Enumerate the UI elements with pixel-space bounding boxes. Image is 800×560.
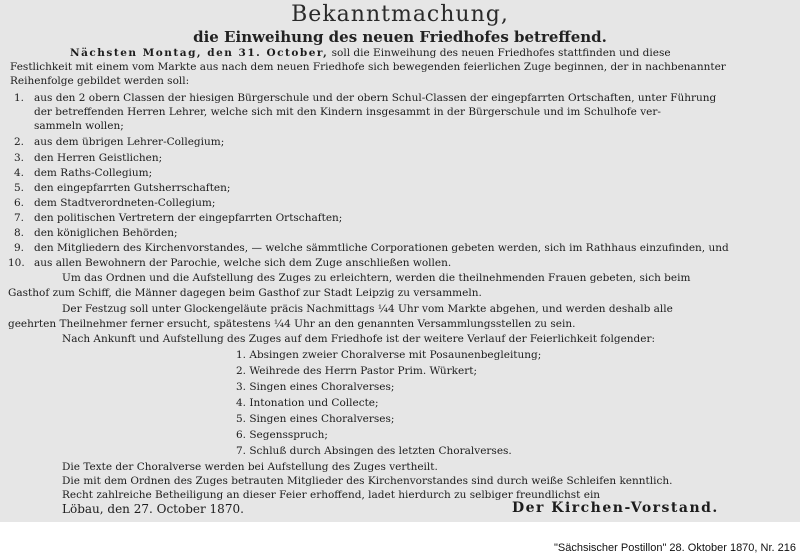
signature: Der Kirchen-Vorstand. <box>512 500 719 516</box>
assembly-line: Gasthof zum Schiff, die Männer dagegen beim Gasthof zur Stadt Leipzig zu versammeln. <box>8 287 482 299</box>
order-number: 10. <box>8 257 25 269</box>
order-item-line: aus dem übrigen Lehrer-Collegium; <box>34 136 225 148</box>
notice-title: Bekanntmachung, <box>291 2 509 27</box>
order-item-line: dem Stadtverordneten-Collegium; <box>34 197 216 209</box>
order-item-line: den Mitgliedern des Kirchenvorstandes, — welche sämmtliche Corporationen gebeten werden, sich im Rathhaus einzufinden, und <box>34 242 729 254</box>
order-item-line: der betreffenden Herren Lehrer, welche sich mit den Kindern insgesammt in der Bürgerschule und im Schulhofe ver- <box>34 106 661 118</box>
order-item-line: dem Raths-Collegium; <box>34 167 153 179</box>
order-number: 8. <box>14 227 25 239</box>
procession-line: geehrten Theilnehmer ferner ersucht, spätestens ¼4 Uhr an den genannten Versammlungsstellen zu sein. <box>8 318 576 330</box>
order-number: 5. <box>14 182 25 194</box>
order-item-line: den eingepfarrten Gutsherrschaften; <box>34 182 231 194</box>
order-number: 9. <box>14 242 25 254</box>
programme-item: 7. Schluß durch Absingen des letzten Choralverses. <box>236 445 512 457</box>
order-item-line: aus allen Bewohnern der Parochie, welche sich dem Zuge anschließen wollen. <box>34 257 452 269</box>
order-item-line: den Herren Geistlichen; <box>34 152 163 164</box>
intro-line-1-rest: soll die Einweihung des neuen Friedhofes stattfinden und diese <box>331 47 671 59</box>
order-number: 4. <box>14 167 25 179</box>
closing-line: Die mit dem Ordnen des Zuges betrauten Mitglieder des Kirchenvorstandes sind durch weiße Schleifen kenntlich. <box>62 475 673 487</box>
programme-item: 2. Weihrede des Herrn Pastor Prim. Würkert; <box>236 365 478 377</box>
order-item-line: sammeln wollen; <box>34 120 124 132</box>
order-number: 3. <box>14 152 25 164</box>
closing-line: Recht zahlreiche Betheiligung an dieser Feier erhoffend, ladet hierdurch zu selbiger freundlichst ein <box>62 489 601 501</box>
order-number: 6. <box>14 197 25 209</box>
programme-item: 1. Absingen zweier Choralverse mit Posaunenbegleitung; <box>236 349 542 361</box>
order-item-line: den politischen Vertretern der eingepfarrten Ortschaften; <box>34 212 343 224</box>
intro-line-3: Reihenfolge gebildet werden soll: <box>10 75 190 87</box>
procession-line: Der Festzug soll unter Glockengeläute präcis Nachmittags ¼4 Uhr vom Markte abgehen, und werden deshalb alle <box>62 303 673 315</box>
notice-subtitle: die Einweihung des neuen Friedhofes betreffend. <box>193 28 607 46</box>
programme-item: 3. Singen eines Choralverses; <box>236 381 395 393</box>
procession-line: Nach Ankunft und Aufstellung des Zuges auf dem Friedhofe ist der weitere Verlauf der Feierlichkeit folgender: <box>62 333 656 345</box>
date-line: Löbau, den 27. October 1870. <box>62 502 244 516</box>
closing-line: Die Texte der Choralverse werden bei Aufstellung des Zuges vertheilt. <box>62 461 438 473</box>
order-item-line: aus den 2 obern Classen der hiesigen Bürgerschule und der obern Schul-Classen der eingepfarrten Ortschaften, unter Führung <box>34 92 717 104</box>
assembly-line: Um das Ordnen und die Aufstellung des Zuges zu erleichtern, werden die theilnehmenden Frauen gebeten, sich beim <box>62 272 691 284</box>
programme-item: 6. Segensspruch; <box>236 429 328 441</box>
programme-item: 4. Intonation und Collecte; <box>236 397 379 409</box>
order-item-line: den königlichen Behörden; <box>34 227 178 239</box>
order-number: 7. <box>14 212 25 224</box>
order-number: 2. <box>14 136 25 148</box>
order-number: 1. <box>14 92 25 104</box>
source-caption: "Sächsischer Postillon" 28. Oktober 1870, Nr. 216 <box>554 542 796 554</box>
intro-line-1 <box>70 48 671 59</box>
intro-line-2: Festlichkeit mit einem vom Markte aus nach dem neuen Friedhofe sich bewegenden feierlichen Zuge beginnen, der in nachbenannter <box>10 61 726 73</box>
programme-item: 5. Singen eines Choralverses; <box>236 413 395 425</box>
intro-date: Nächsten Montag, den 31. October, <box>70 47 329 59</box>
